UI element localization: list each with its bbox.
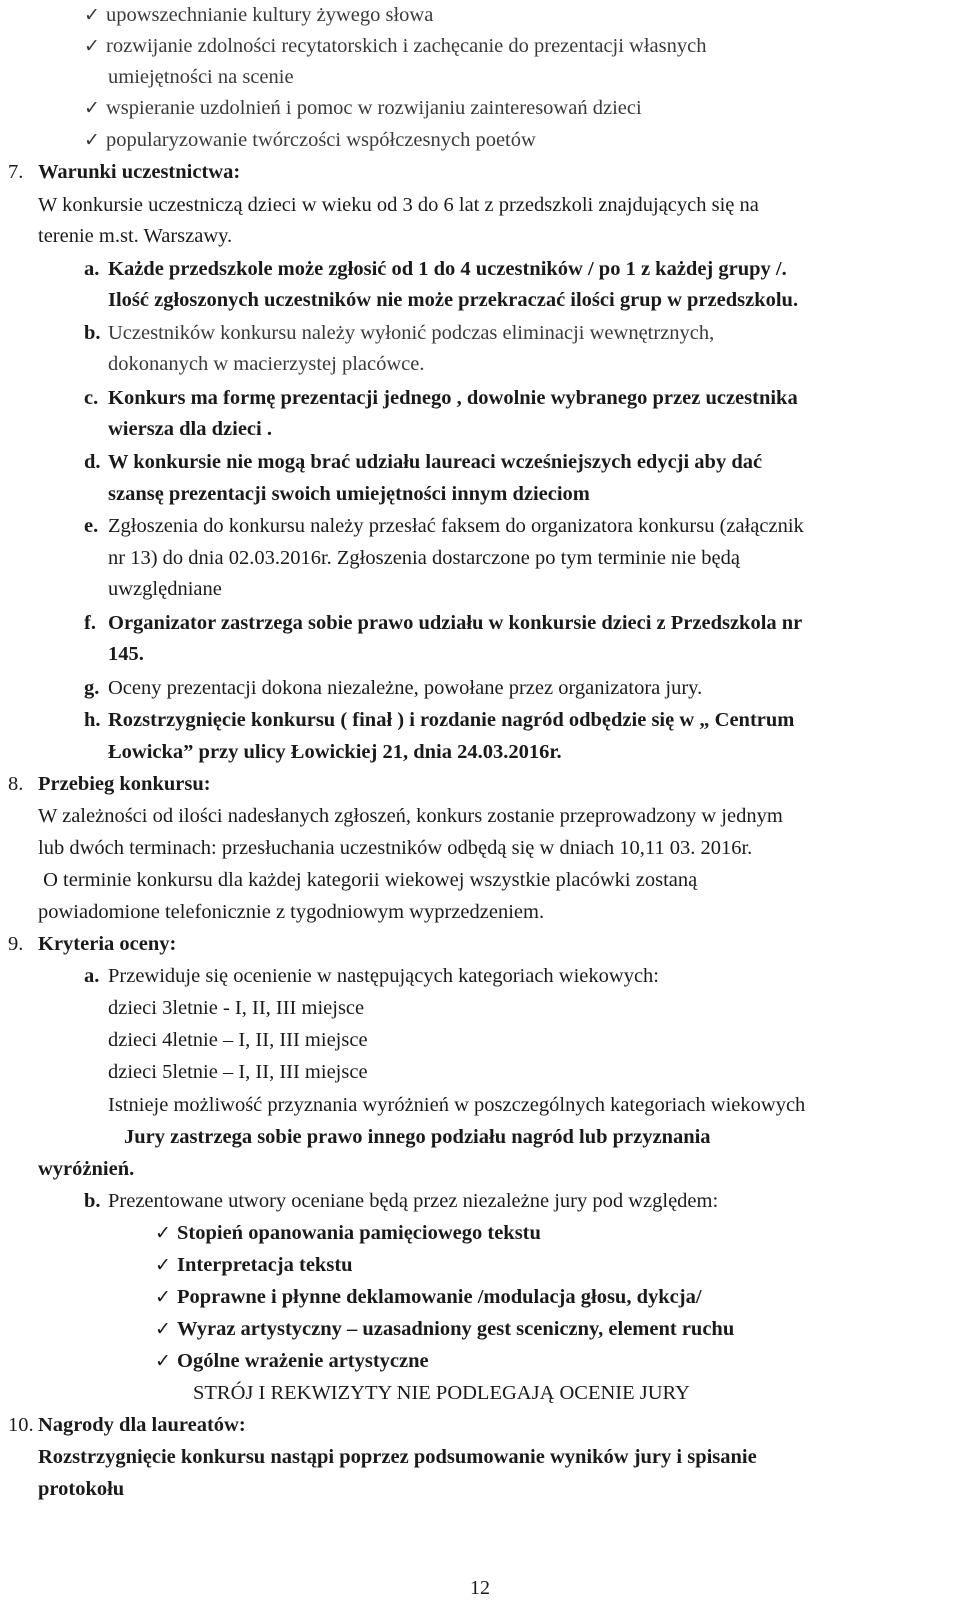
- section-8-text: lub dwóch terminach: przesłuchania uczestników odbędą się w dniach 10,11 03. 2016r.: [38, 837, 753, 859]
- criteria-item: ✓ Ogólne wrażenie artystyczne: [155, 1348, 429, 1375]
- section-9-heading: 9. Kryteria oceny:: [8, 933, 177, 955]
- checkmark-icon: ✓: [155, 1255, 171, 1276]
- bullet-item: ✓ rozwijanie zdolności recytatorskich i zachęcanie do prezentacji własnych: [84, 33, 707, 60]
- bullet-item: ✓ wspieranie uzdolnień i pomoc w rozwijaniu zainteresowań dzieci: [84, 95, 642, 122]
- jury-note: Jury zastrzega sobie prawo innego podziału nagród lub przyznania: [124, 1126, 711, 1148]
- criteria-note: STRÓJ I REKWIZYTY NIE PODLEGAJĄ OCENIE JURY: [193, 1382, 690, 1404]
- bullet-item: ✓ upowszechnianie kultury żywego słowa: [84, 2, 433, 29]
- item-7d-continuation: szansę prezentacji swoich umiejętności innym dzieciom: [108, 483, 590, 505]
- category-line: dzieci 4letnie – I, II, III miejsce: [108, 1029, 368, 1051]
- checkmark-icon: ✓: [155, 1287, 171, 1308]
- category-line: dzieci 5letnie – I, II, III miejsce: [108, 1061, 368, 1083]
- section-10-heading: 10. Nagrody dla laureatów:: [8, 1414, 246, 1436]
- section-8-heading: 8. Przebieg konkursu:: [8, 773, 211, 795]
- item-7b-continuation: dokonanych w macierzystej placówce.: [108, 353, 425, 375]
- section-8-text: W zależności od ilości nadesłanych zgłoszeń, konkurs zostanie przeprowadzony w jednym: [38, 805, 783, 827]
- section-8-text: O terminie konkursu dla każdej kategorii wiekowej wszystkie placówki zostaną: [38, 869, 698, 891]
- category-line: dzieci 3letnie - I, II, III miejsce: [108, 997, 365, 1019]
- checkmark-icon: ✓: [84, 130, 100, 151]
- bullet-item: ✓ popularyzowanie twórczości współczesnych poetów: [84, 127, 536, 154]
- checkmark-icon: ✓: [84, 36, 100, 57]
- item-7g: g. Oceny prezentacji dokona niezależne, powołane przez organizatora jury.: [84, 677, 703, 699]
- distinction-note: Istnieje możliwość przyznania wyróżnień w poszczególnych kategoriach wiekowych: [108, 1094, 806, 1116]
- item-7e-continuation: uwzględniane: [108, 578, 222, 600]
- item-7a: a. Każde przedszkole może zgłosić od 1 do 4 uczestników / po 1 z każdej grupy /.: [84, 258, 787, 280]
- checkmark-icon: ✓: [155, 1319, 171, 1340]
- criteria-item: ✓ Interpretacja tekstu: [155, 1252, 353, 1279]
- section-10-text: protokołu: [38, 1478, 125, 1500]
- item-7e-continuation: nr 13) do dnia 02.03.2016r. Zgłoszenia dostarczone po tym terminie nie będą: [108, 547, 740, 569]
- section-8-text: powiadomione telefonicznie z tygodniowym wyprzedzeniem.: [38, 901, 545, 923]
- item-7h: h. Rozstrzygnięcie konkursu ( finał ) i rozdanie nagród odbędzie się w „ Centrum: [84, 709, 795, 731]
- section-7-heading: 7. Warunki uczestnictwa:: [8, 161, 241, 183]
- bullet-item-continuation: umiejętności na scenie: [108, 66, 294, 88]
- criteria-item: ✓ Stopień opanowania pamięciowego tekstu: [155, 1220, 541, 1247]
- item-7b: b. Uczestników konkursu należy wyłonić podczas eliminacji wewnętrznych,: [84, 322, 715, 344]
- checkmark-icon: ✓: [84, 5, 100, 26]
- criteria-item: ✓ Wyraz artystyczny – uzasadniony gest sceniczny, element ruchu: [155, 1316, 734, 1343]
- item-7d: d. W konkursie nie mogą brać udziału laureaci wcześniejszych edycji aby dać: [84, 451, 763, 473]
- item-9b: b. Prezentowane utwory oceniane będą przez niezależne jury pod względem:: [84, 1190, 719, 1212]
- page-number: 12: [470, 1577, 490, 1599]
- section-10-text: Rozstrzygnięcie konkursu nastąpi poprzez podsumowanie wyników jury i spisanie: [38, 1446, 757, 1468]
- item-7f-continuation: 145.: [108, 643, 144, 665]
- section-7-intro: terenie m.st. Warszawy.: [38, 225, 233, 247]
- jury-note-continuation: wyróżnień.: [38, 1158, 135, 1180]
- item-9a: a. Przewiduje się ocenienie w następujących kategoriach wiekowych:: [84, 965, 660, 987]
- item-7h-continuation: Łowicka” przy ulicy Łowickiej 21, dnia 24.03.2016r.: [108, 741, 562, 763]
- checkmark-icon: ✓: [155, 1223, 171, 1244]
- checkmark-icon: ✓: [84, 98, 100, 119]
- section-7-intro: W konkursie uczestniczą dzieci w wieku od 3 do 6 lat z przedszkoli znajdujących się na: [38, 194, 759, 216]
- item-7e: e. Zgłoszenia do konkursu należy przesłać faksem do organizatora konkursu (załącznik: [84, 515, 804, 537]
- checkmark-icon: ✓: [155, 1351, 171, 1372]
- item-7f: f. Organizator zastrzega sobie prawo udziału w konkursie dzieci z Przedszkola nr: [84, 612, 803, 634]
- item-7c-continuation: wiersza dla dzieci .: [108, 418, 272, 440]
- item-7c: c. Konkurs ma formę prezentacji jednego , dowolnie wybranego przez uczestnika: [84, 387, 798, 409]
- criteria-item: ✓ Poprawne i płynne deklamowanie /modulacja głosu, dykcja/: [155, 1284, 702, 1311]
- item-7a-continuation: Ilość zgłoszonych uczestników nie może przekraczać ilości grup w przedszkolu.: [108, 289, 799, 311]
